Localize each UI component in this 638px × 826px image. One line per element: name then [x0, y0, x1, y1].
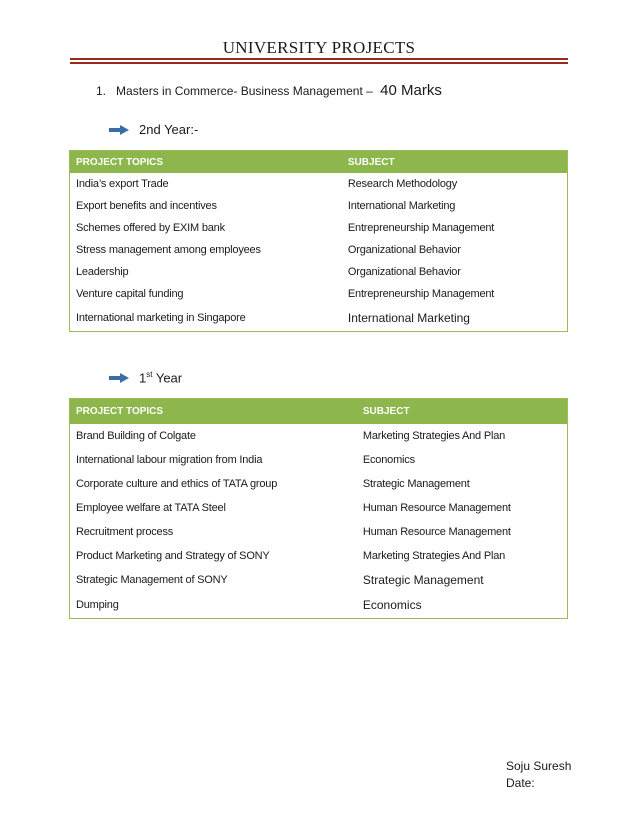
subject-cell: Marketing Strategies And Plan	[362, 430, 506, 442]
subject-cell: Entrepreneurship Management	[347, 222, 495, 234]
topic-cell: Export benefits and incentives	[76, 200, 217, 212]
subject-cell: Human Resource Management	[362, 502, 511, 514]
course-marks: 40 Marks	[380, 82, 442, 99]
topic-cell: Corporate culture and ethics of TATA group	[76, 478, 278, 490]
table-row	[70, 217, 568, 239]
topic-cell: Employee welfare at TATA Steel	[76, 502, 226, 514]
subject-cell: Organizational Behavior	[347, 266, 461, 278]
topic-cell: Dumping	[76, 599, 119, 611]
topic-cell: Strategic Management of SONY	[76, 574, 228, 586]
year-1-label: 1st Year	[139, 370, 183, 386]
table-row	[70, 568, 568, 592]
topic-cell: Stress management among employees	[76, 244, 261, 256]
subject-cell: Human Resource Management	[362, 526, 511, 538]
year-2-label: 2nd Year:-	[139, 122, 199, 137]
course-number: 1.	[96, 84, 107, 98]
subject-cell: Economics	[362, 454, 415, 466]
course-line	[96, 82, 442, 99]
table-row	[70, 448, 568, 472]
subject-cell: Economics	[362, 598, 422, 612]
year-2-heading	[109, 122, 198, 137]
column-header-subject: SUBJECT	[357, 399, 568, 425]
table-row	[70, 592, 568, 619]
signature-name: Soju Suresh	[506, 759, 572, 773]
column-header-topics: PROJECT TOPICS	[70, 399, 357, 425]
subject-cell: International Marketing	[347, 200, 456, 212]
subject-cell: Strategic Management	[362, 573, 484, 587]
signature-block	[506, 758, 571, 792]
topic-cell: India’s export Trade	[76, 178, 169, 190]
subject-cell: Organizational Behavior	[347, 244, 461, 256]
topic-cell: Product Marketing and Strategy of SONY	[76, 550, 270, 562]
year-1-heading	[109, 370, 182, 385]
arrow-right-icon	[109, 373, 129, 383]
table-row	[70, 520, 568, 544]
subject-cell: International Marketing	[347, 311, 470, 325]
table-row	[70, 261, 568, 283]
topic-cell: International labour migration from India	[76, 454, 263, 466]
topic-cell: Venture capital funding	[76, 288, 184, 300]
title-rule-secondary	[70, 62, 568, 64]
table-header-row	[70, 399, 568, 425]
topic-cell: Leadership	[76, 266, 129, 278]
table-header-row	[70, 151, 568, 174]
table-row	[70, 496, 568, 520]
topic-cell: Schemes offered by EXIM bank	[76, 222, 225, 234]
subject-cell: Strategic Management	[362, 478, 470, 490]
topic-cell: Recruitment process	[76, 526, 174, 538]
title-rule	[70, 58, 568, 60]
table-row	[70, 305, 568, 332]
page-title: UNIVERSITY PROJECTS	[222, 38, 416, 57]
signature-date-label: Date:	[506, 776, 535, 790]
table-row	[70, 424, 568, 448]
table-row	[70, 544, 568, 568]
subject-cell: Research Methodology	[347, 178, 458, 190]
subject-cell: Entrepreneurship Management	[347, 288, 495, 300]
table-row	[70, 283, 568, 305]
year-2-table	[69, 150, 568, 332]
table-row	[70, 472, 568, 496]
year-1-table	[69, 398, 568, 619]
column-header-topics: PROJECT TOPICS	[70, 151, 342, 174]
arrow-right-icon	[109, 125, 129, 135]
table-row	[70, 239, 568, 261]
table-row	[70, 195, 568, 217]
column-header-subject: SUBJECT	[342, 151, 568, 174]
topic-cell: Brand Building of Colgate	[76, 430, 196, 442]
topic-cell: International marketing in Singapore	[76, 312, 246, 324]
subject-cell: Marketing Strategies And Plan	[362, 550, 506, 562]
table-row	[70, 173, 568, 195]
course-label: Masters in Commerce- Business Management –	[116, 84, 373, 98]
